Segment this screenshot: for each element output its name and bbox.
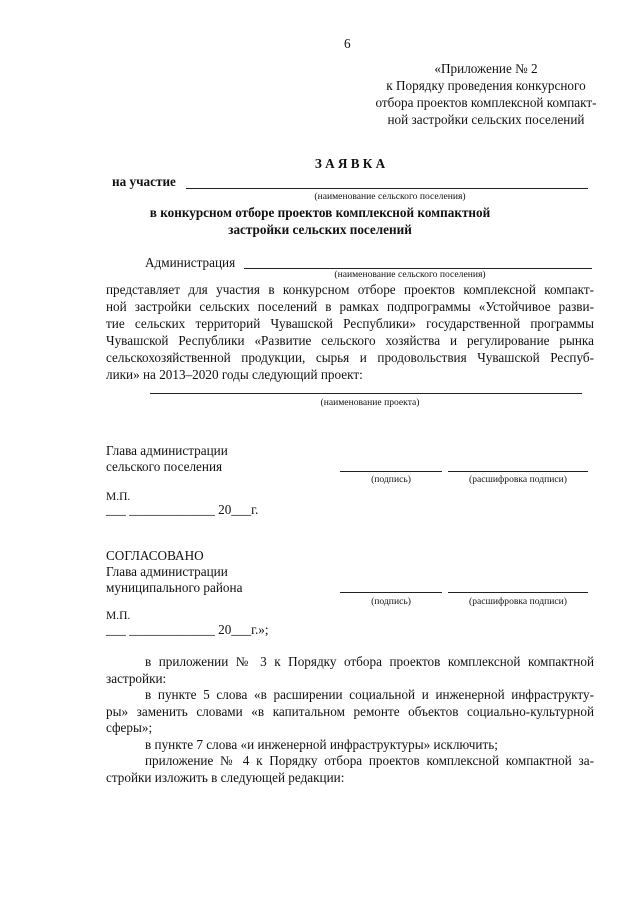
body-line: ной застройки сельских поселений в рамках подпрограммы «Устойчивое разви- — [106, 299, 594, 314]
appendix-title: «Приложение № 2 — [434, 61, 538, 76]
amendment-line: застройки: — [106, 671, 167, 686]
body-line: сельскохозяйственной продукции, сырья и продовольствия Чувашской Респуб- — [106, 350, 594, 365]
role-line: муниципального района — [106, 580, 243, 595]
body-line: Чувашской Республики «Развитие сельского хозяйства и регулирование рынка — [106, 333, 594, 348]
amendment-line: ры» заменить словами «в капитальном ремонте объектов социально-культурной — [106, 704, 594, 719]
agreed-label: СОГЛАСОВАНО — [106, 548, 204, 563]
signature-line — [340, 592, 442, 593]
body-line: лики» на 2013–2020 годы следующий проект: — [106, 367, 363, 382]
project-name-line — [150, 393, 582, 394]
amendment-line: в пункте 7 слова «и инженерной инфраструктуры» исключить; — [145, 737, 498, 752]
stamp-label: М.П. — [106, 610, 131, 622]
decoding-line — [448, 592, 588, 593]
body-line: представляет для участия в конкурсном отборе проектов комплексной компакт- — [106, 282, 594, 297]
amendment-line: в приложении № 3 к Порядку отбора проектов комплексной компактной — [145, 654, 594, 669]
administration-label: Администрация — [145, 255, 236, 270]
role-line: Глава администрации — [106, 564, 228, 579]
appendix-line: отбора проектов комплексной компакт- — [375, 95, 597, 110]
appendix-line: ной застройки сельских поселений — [387, 112, 585, 127]
appendix-line: к Порядку проведения конкурсного — [386, 78, 586, 93]
settlement-name-line — [186, 188, 588, 189]
decoding-caption: (расшифровка подписи) — [469, 474, 567, 485]
date-line: ___ _____________ 20___г. — [106, 502, 259, 517]
page-number: 6 — [344, 36, 351, 51]
amendment-line: сферы»; — [106, 720, 153, 735]
amendment-line: стройки изложить в следующей редакции: — [106, 770, 345, 785]
body-line: тие сельских территорий Чувашской Республики» государственной программы — [106, 316, 594, 331]
amendment-line: приложение № 4 к Порядку отбора проектов комплексной компактной за- — [145, 753, 594, 768]
signature-caption: (подпись) — [371, 474, 411, 485]
participation-label: на участие — [112, 174, 176, 189]
settlement-caption: (наименование сельского поселения) — [314, 191, 466, 202]
amendment-line: в пункте 5 слова «в расширении социальной и инженерной инфраструкту- — [145, 687, 594, 702]
application-title: З А Я В К А — [314, 156, 386, 171]
project-caption: (наименование проекта) — [320, 397, 420, 408]
role-line: Глава администрации — [106, 443, 228, 458]
stamp-label: М.П. — [106, 491, 131, 503]
signature-line — [340, 471, 442, 472]
date-line: ___ _____________ 20___г.»; — [106, 622, 269, 637]
decoding-caption: (расшифровка подписи) — [469, 596, 567, 607]
subtitle-line: застройки сельских поселений — [228, 222, 412, 237]
subtitle-line: в конкурсном отборе проектов комплексной компактной — [149, 205, 491, 220]
decoding-line — [448, 471, 588, 472]
signature-caption: (подпись) — [371, 596, 411, 607]
administration-caption: (наименование сельского поселения) — [334, 269, 486, 280]
role-line: сельского поселения — [106, 459, 223, 474]
